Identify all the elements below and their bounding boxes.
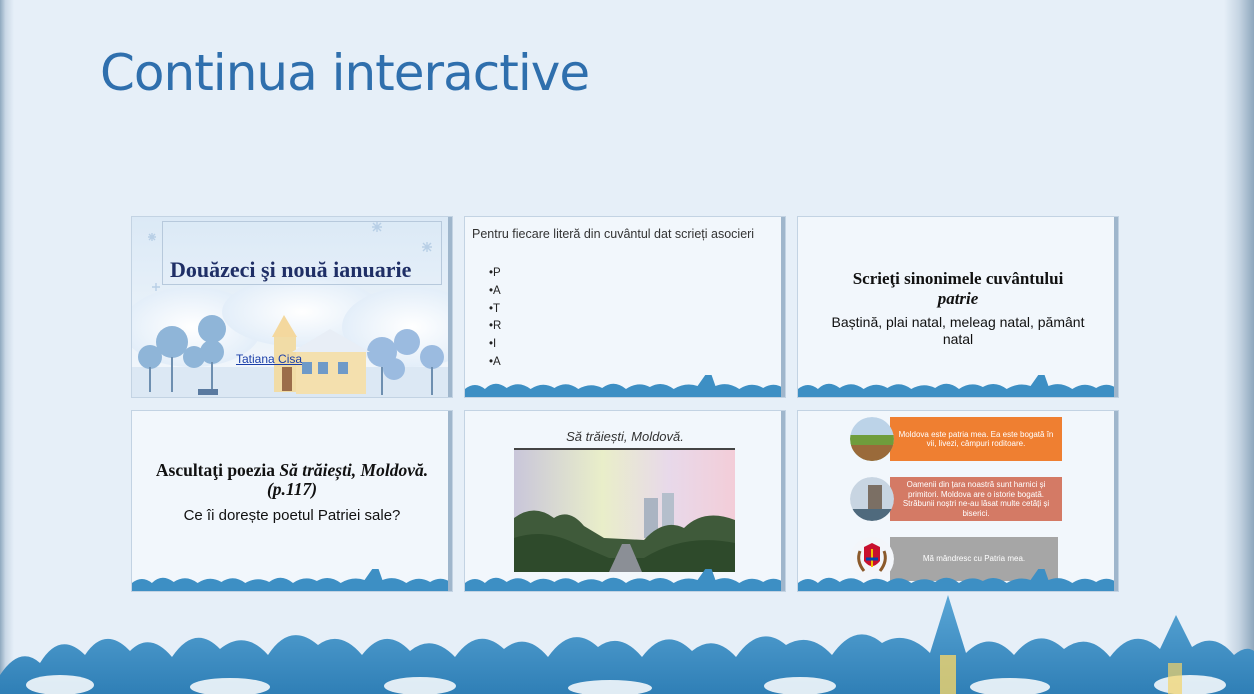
slide-border bbox=[1114, 411, 1118, 591]
slide-border bbox=[781, 217, 785, 397]
winter-trees-decoration bbox=[0, 585, 1254, 694]
slide-4-question: Ce îi dorește poetul Patriei sale? bbox=[183, 507, 401, 524]
list-item: •R bbox=[489, 320, 502, 333]
slide-2-letter-list bbox=[489, 265, 501, 372]
slide-thumbnails-grid bbox=[131, 216, 1119, 592]
slide-thumbnail-3[interactable] bbox=[797, 216, 1119, 398]
slide-thumbnail-4[interactable] bbox=[131, 410, 453, 592]
slide-border bbox=[448, 411, 452, 591]
slide-5-title: Să trăiești, Moldovă. bbox=[566, 429, 684, 444]
list-item: •P bbox=[489, 267, 501, 279]
slide-1-author-link[interactable]: Tatiana Cisa bbox=[236, 352, 303, 366]
slide-2-heading: Pentru fiecare literă din cuvântul dat scrieți asocieri bbox=[472, 227, 755, 241]
slide-4-title-lead: Ascultaţi poezia bbox=[155, 460, 280, 480]
slide-border bbox=[1114, 217, 1118, 397]
slide-6-item-3-text: Mă mândresc cu Patria mea. bbox=[922, 554, 1026, 564]
slide-thumbnail-2[interactable] bbox=[464, 216, 786, 398]
slide-3-body: Baștină, plai natal, meleag natal, pământ natal bbox=[831, 314, 1085, 347]
slide-6-item-1-box bbox=[890, 417, 1062, 461]
slide-3-word: patrie bbox=[937, 289, 979, 308]
list-item: •T bbox=[489, 302, 501, 315]
slide-4-title-poem: Să trăiești, Moldovă. (p.117) bbox=[266, 460, 429, 499]
slide-6-item-1-text: Moldova este patria mea. Ea este bogată în vii, livezi, câmpuri roditoare. bbox=[898, 429, 1054, 448]
slide-border bbox=[448, 217, 452, 397]
slide-thumbnail-1[interactable] bbox=[131, 216, 453, 398]
slide-1-title: Douăzeci şi nouă ianuarie bbox=[170, 257, 412, 282]
list-item: •A bbox=[489, 284, 501, 297]
slide-6-item-2-text: Oamenii din țara noastră sunt harnici și primitori. Moldova are o istorie bogată. Străbunii noștri ne-au lăsat multe cetăți și biserici. bbox=[902, 480, 1050, 518]
slide-3-title: Scrieţi sinonimele cuvântului bbox=[852, 269, 1064, 288]
slide-thumbnail-6[interactable] bbox=[797, 410, 1119, 592]
list-item: •A bbox=[489, 355, 501, 368]
city-photo-image bbox=[514, 448, 735, 572]
slide-border bbox=[781, 411, 785, 591]
slide-4-title bbox=[152, 461, 432, 499]
snow-strip-decoration bbox=[798, 375, 1118, 397]
page-title: Continua interactive bbox=[100, 44, 590, 102]
fortress-photo-image bbox=[850, 477, 894, 521]
landscape-photo-image bbox=[850, 417, 894, 461]
slide-6-item-2-box bbox=[890, 477, 1062, 521]
slide-thumbnail-5[interactable] bbox=[464, 410, 786, 592]
list-item: •I bbox=[489, 338, 497, 351]
snow-strip-decoration bbox=[465, 375, 785, 397]
